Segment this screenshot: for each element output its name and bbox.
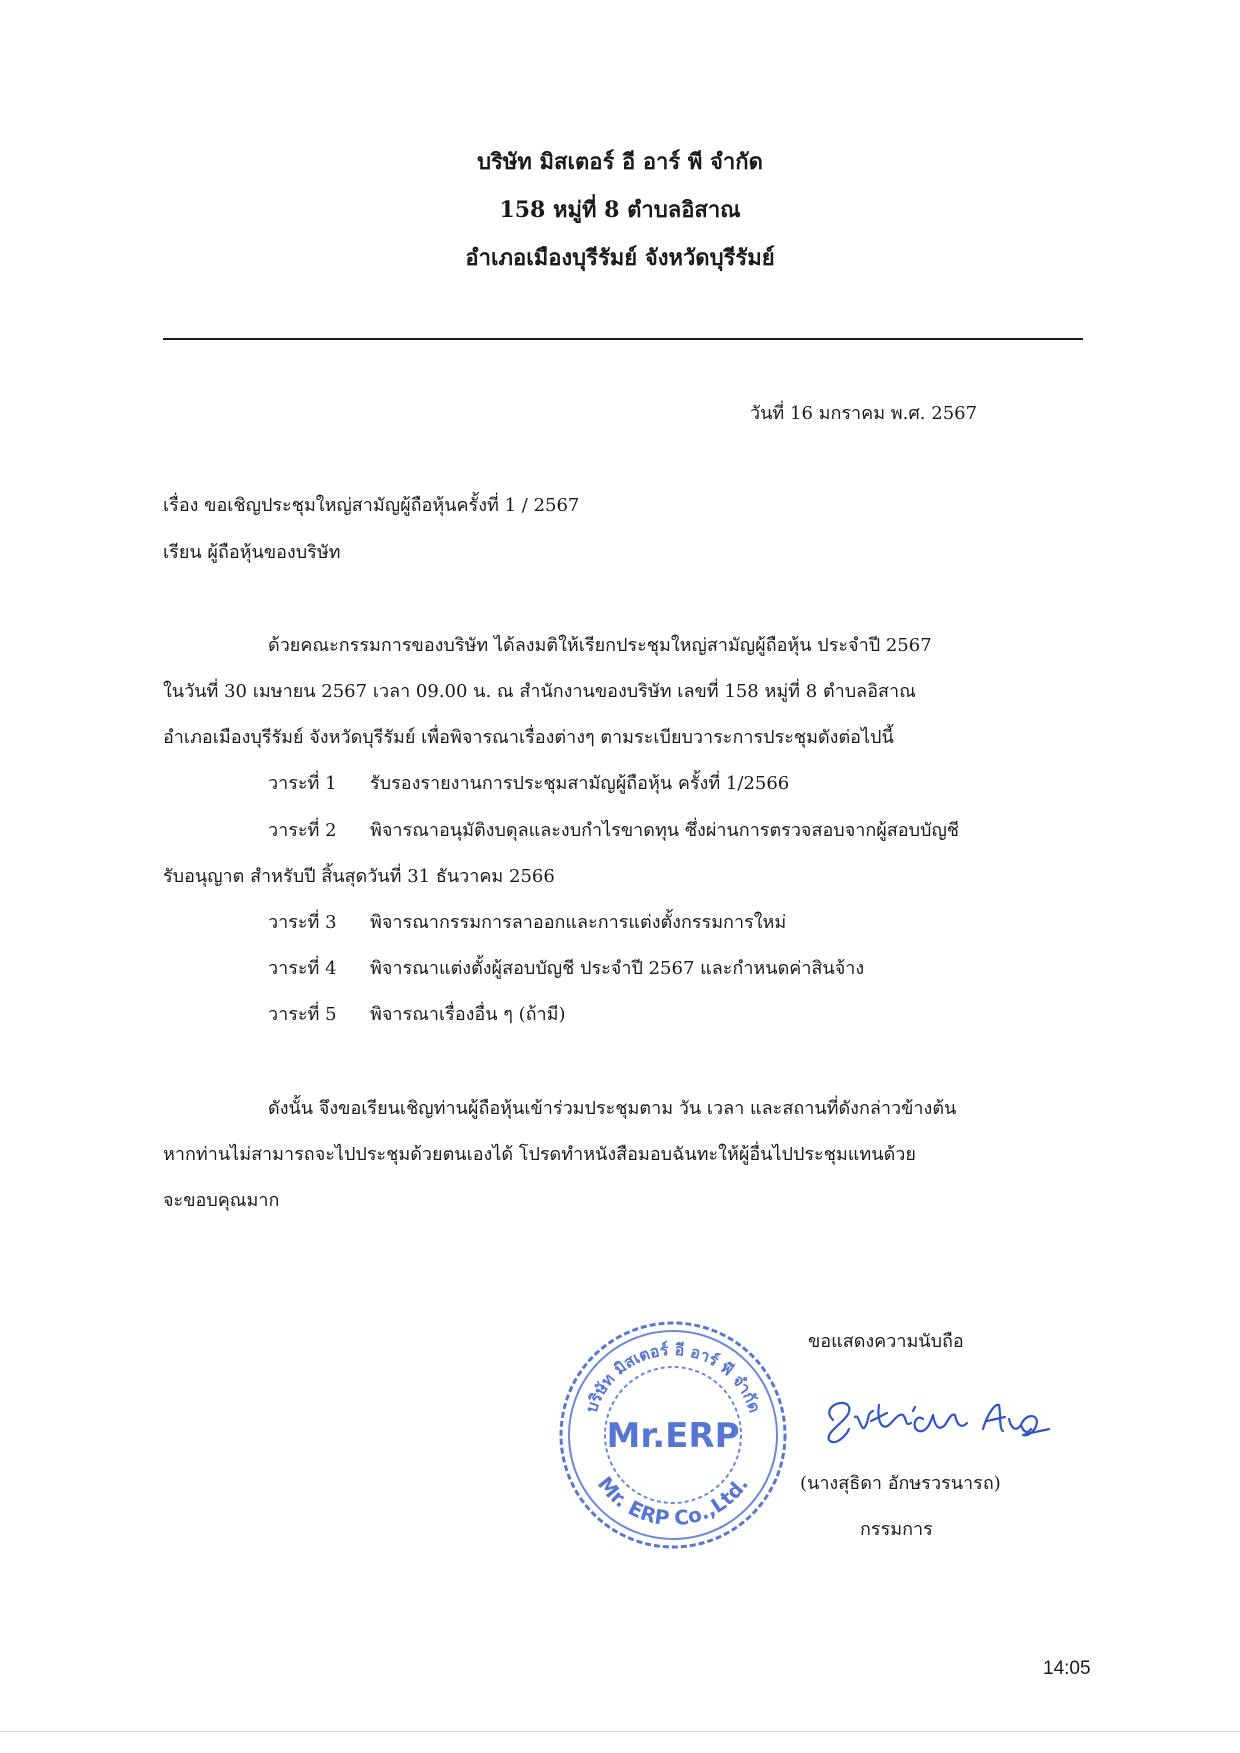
body-line-2: ในวันที่ 30 เมษายน 2567 เวลา 09.00 น. ณ สำนักงานของบริษัท เลขที่ 158 หมู่ที่ 8 ตำบลอิสาณ xyxy=(163,681,916,702)
agenda-text-4: พิจารณาแต่งตั้งผู้สอบบัญชี ประจำปี 2567 และกำหนดค่าสินจ้าง xyxy=(370,958,865,979)
bottom-divider xyxy=(0,1731,1240,1732)
signer-title: กรรมการ xyxy=(860,1519,933,1540)
company-stamp xyxy=(553,1315,793,1559)
conclusion-line-1: ดังนั้น จึงขอเรียนเชิญท่านผู้ถือหุ้นเข้าร่วมประชุมตาม วัน เวลา และสถานที่ดังกล่าวข้างต้น xyxy=(268,1098,957,1119)
body-line-1: ด้วยคณะกรรมการของบริษัท ได้ลงมติให้เรียกประชุมใหญ่สามัญผู้ถือหุ้น ประจำปี 2567 xyxy=(268,635,932,656)
recipient-line: เรียน ผู้ถือหุ้นของบริษัท xyxy=(163,542,341,563)
agenda-label-3: วาระที่ 3 xyxy=(268,912,337,933)
agenda-text-3: พิจารณากรรมการลาออกและการแต่งตั้งกรรมการใหม่ xyxy=(370,912,787,933)
letter-date: วันที่ 16 มกราคม พ.ศ. 2567 xyxy=(750,403,978,424)
body-line-3: อำเภอเมืองบุรีรัมย์ จังหวัดบุรีรัมย์ เพื่อพิจารณาเรื่องต่างๆ ตามระเบียบวาระการประชุมดังต่อไปนี้ xyxy=(163,727,894,748)
page-timestamp: 14:05 xyxy=(1043,1658,1091,1679)
company-name: บริษัท มิสเตอร์ อี อาร์ พี จำกัด xyxy=(477,149,763,175)
header-divider xyxy=(163,338,1083,340)
agenda-text-1: รับรองรายงานการประชุมสามัญผู้ถือหุ้น ครั้งที่ 1/2566 xyxy=(370,773,790,794)
conclusion-line-2: หากท่านไม่สามารถจะไปประชุมด้วยตนเองได้ โปรดทำหนังสือมอบฉันทะให้ผู้อื่นไปประชุมแทนด้วย xyxy=(163,1144,916,1165)
agenda-text-2: พิจารณาอนุมัติงบดุลและงบกำไรขาดทุน ซึ่งผ่านการตรวจสอบจากผู้สอบบัญชี xyxy=(370,820,960,841)
agenda-label-2: วาระที่ 2 xyxy=(268,820,337,841)
svg-text:Mr.ERP: Mr.ERP xyxy=(606,1416,740,1456)
svg-text:Mr. ERP Co.,Ltd.: Mr. ERP Co.,Ltd. xyxy=(592,1471,754,1531)
subject-line: เรื่อง ขอเชิญประชุมใหญ่สามัญผู้ถือหุ้นครั้งที่ 1 / 2567 xyxy=(163,495,580,516)
svg-text:บริษัท มิสเตอร์ อี อาร์ พี จำก: บริษัท มิสเตอร์ อี อาร์ พี จำกัด xyxy=(581,1339,765,1416)
company-address-line1: 158 หมู่ที่ 8 ตำบลอิสาณ xyxy=(499,197,741,223)
agenda-text-5: พิจารณาเรื่องอื่น ๆ (ถ้ามี) xyxy=(370,1004,566,1025)
conclusion-line-3: จะขอบคุณมาก xyxy=(163,1190,280,1211)
signer-name: (นางสุธิดา อักษรวรนารถ) xyxy=(800,1473,1001,1494)
agenda-2-continuation: รับอนุญาต สำหรับปี สิ้นสุดวันที่ 31 ธันวาคม 2566 xyxy=(163,866,555,887)
closing-salutation: ขอแสดงความนับถือ xyxy=(808,1331,964,1352)
handwritten-signature xyxy=(815,1385,1055,1459)
agenda-label-1: วาระที่ 1 xyxy=(268,773,337,794)
agenda-label-5: วาระที่ 5 xyxy=(268,1004,337,1025)
company-address-line2: อำเภอเมืองบุรีรัมย์ จังหวัดบุรีรัมย์ xyxy=(465,245,775,271)
stamp-seal-icon xyxy=(553,1315,793,1555)
letterhead xyxy=(0,138,1240,282)
agenda-label-4: วาระที่ 4 xyxy=(268,958,337,979)
